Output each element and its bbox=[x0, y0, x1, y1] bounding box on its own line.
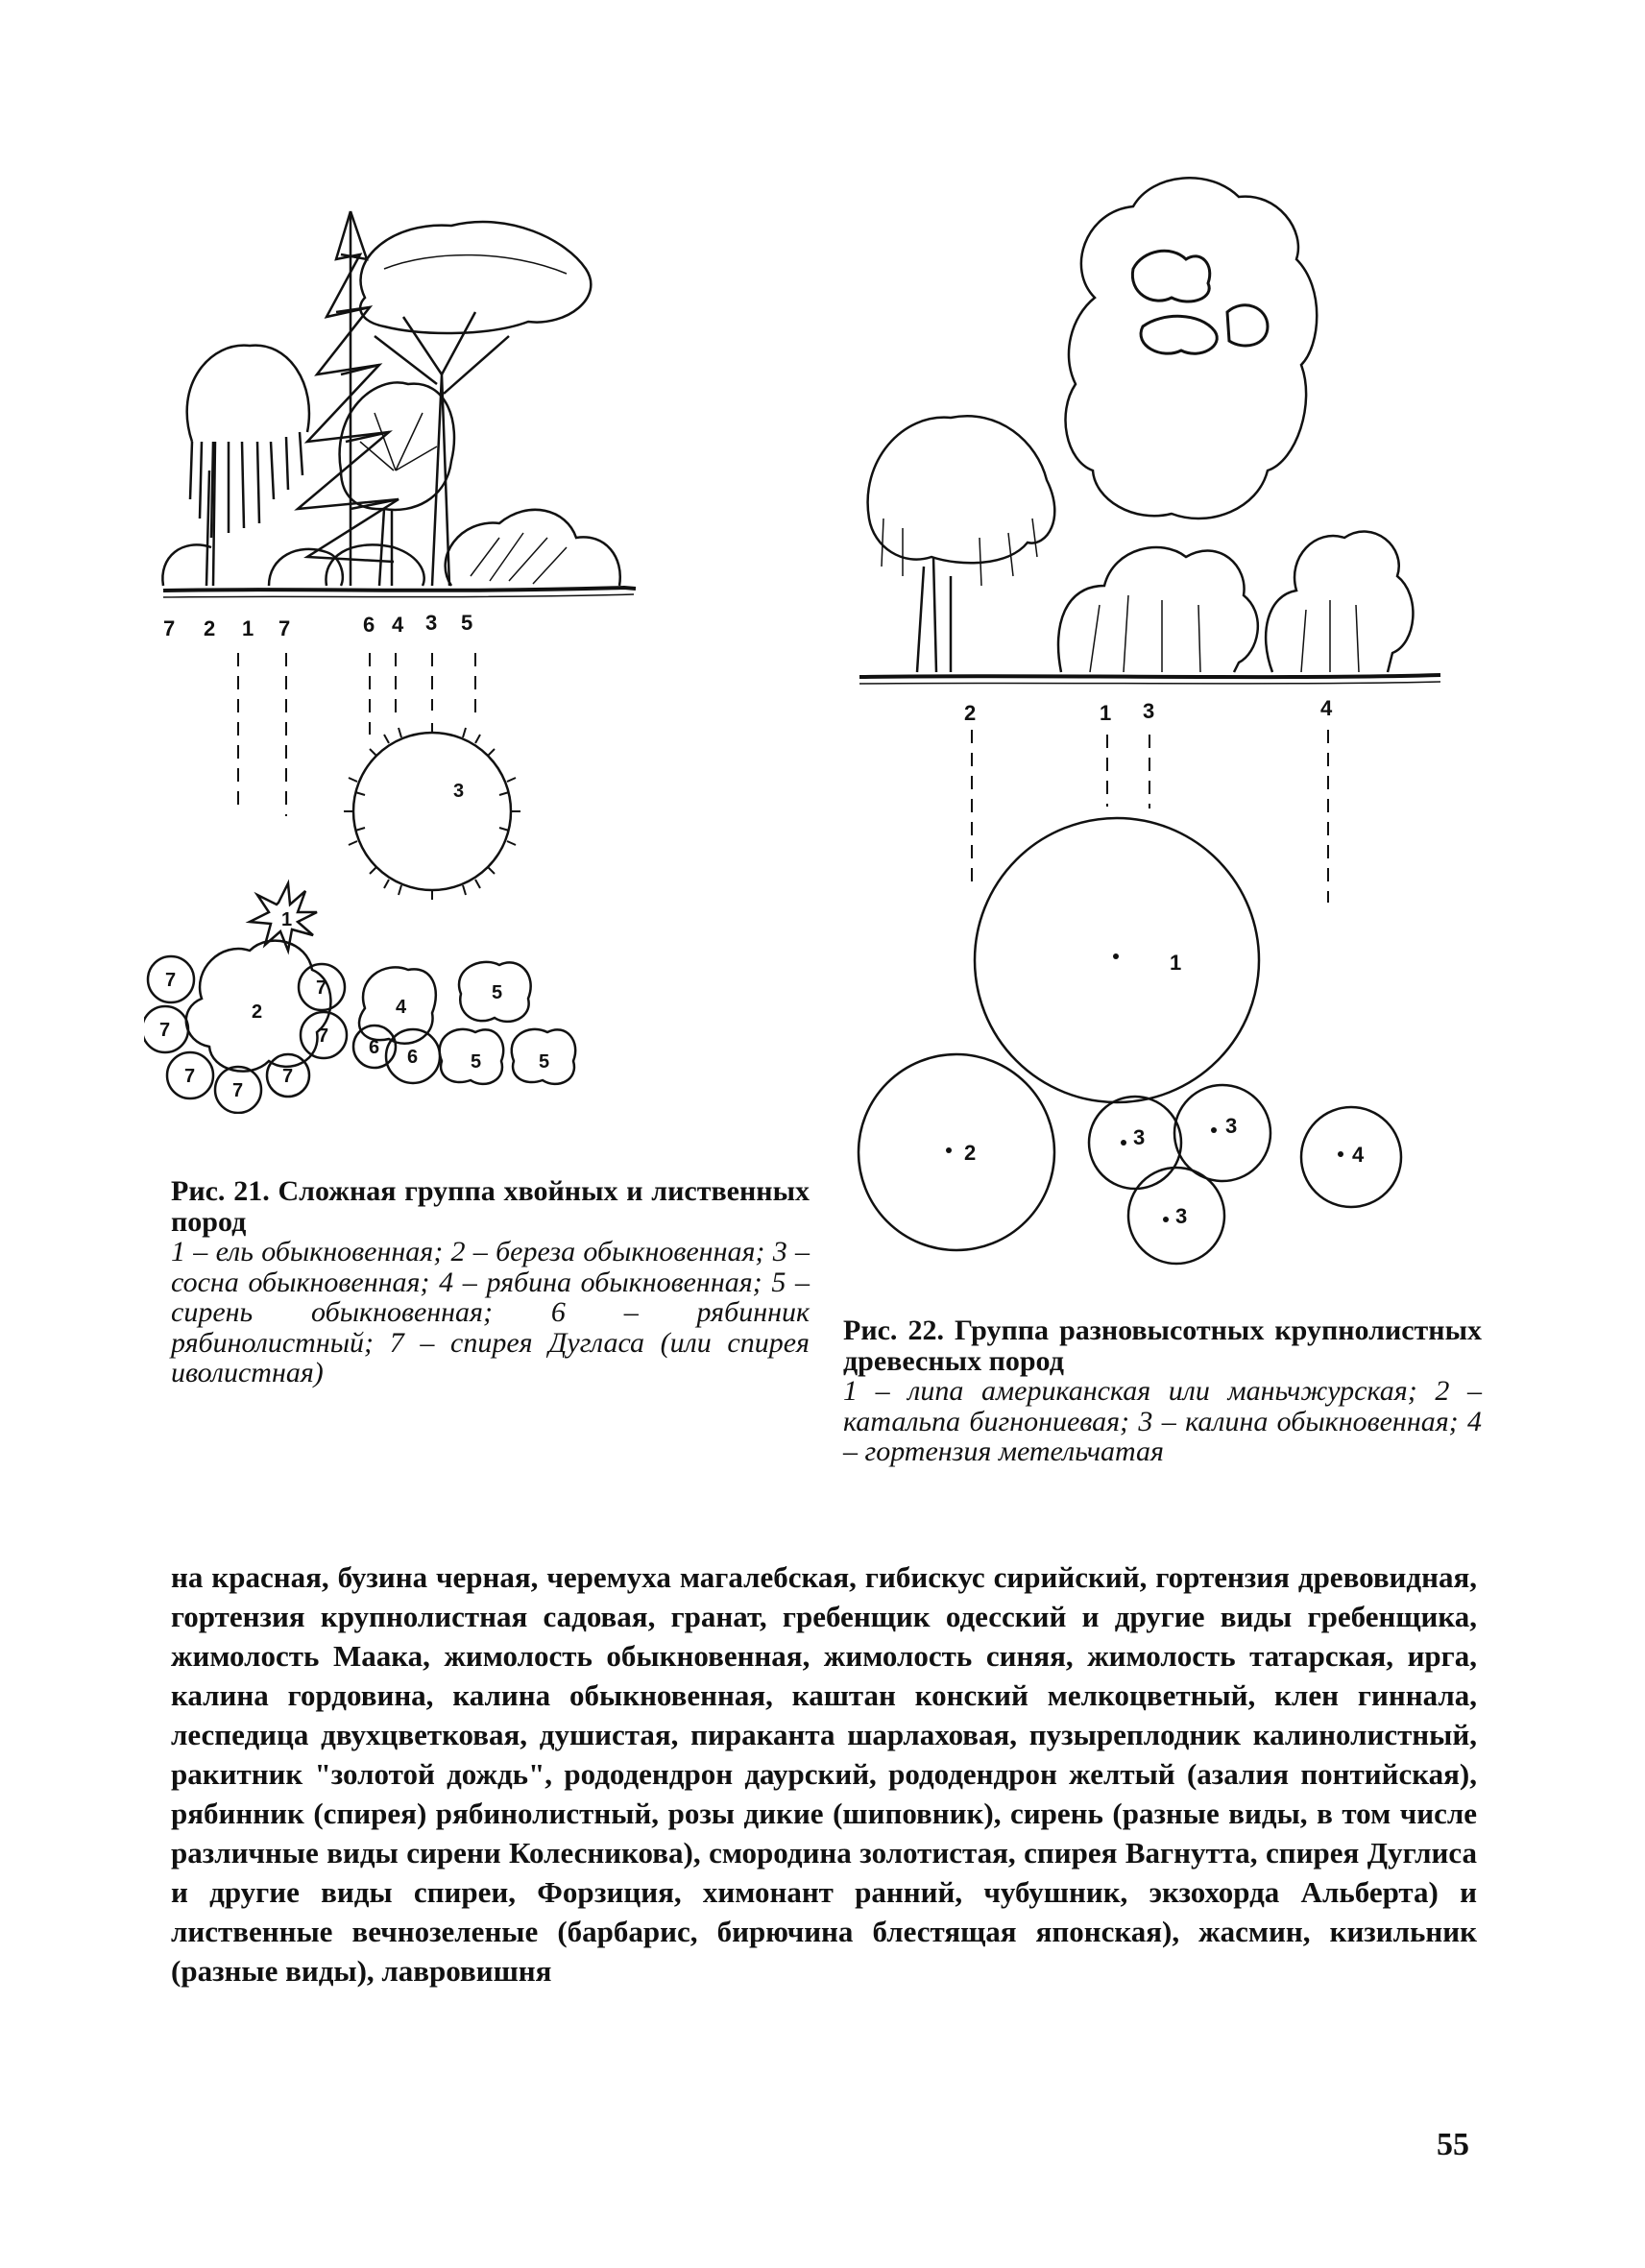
tree-label: 4 bbox=[1320, 696, 1333, 720]
figure-21-caption bbox=[171, 1176, 810, 1388]
pine-tree-drawing bbox=[360, 222, 591, 586]
catalpa-crown-plan bbox=[859, 1054, 1054, 1250]
spirea-shrub-drawing bbox=[162, 544, 423, 586]
tree-label: 2 bbox=[964, 701, 977, 725]
viburnum-shrub-drawing bbox=[1058, 547, 1258, 672]
plan-label-spirea: 7 bbox=[159, 1020, 171, 1041]
linden-crown-plan bbox=[975, 818, 1259, 1102]
plan-label-fieldfare: 6 bbox=[369, 1037, 380, 1058]
figure-21-illustration bbox=[144, 154, 816, 1114]
plan-label-spruce: 1 bbox=[281, 909, 293, 930]
tree-label: 7 bbox=[163, 616, 176, 640]
figure-22-caption bbox=[843, 1315, 1482, 1467]
plan-label-fieldfare: 6 bbox=[407, 1047, 419, 1068]
plan-label-spirea: 7 bbox=[316, 977, 327, 999]
ground-line bbox=[859, 675, 1440, 677]
tree-label: 3 bbox=[425, 611, 438, 635]
hydrangea-shrub-drawing bbox=[1266, 532, 1413, 672]
plan-label-viburnum: 3 bbox=[1225, 1114, 1238, 1138]
lilac-shrub-drawing bbox=[446, 510, 620, 586]
catalpa-tree-drawing bbox=[868, 416, 1055, 672]
plan-label-rowan: 4 bbox=[396, 997, 407, 1018]
tree-label: 4 bbox=[392, 613, 404, 637]
plan-label-lilac: 5 bbox=[471, 1051, 482, 1073]
projection-lines bbox=[972, 730, 1328, 903]
plan-label-spirea: 7 bbox=[318, 1025, 329, 1047]
figure-21-caption-title: Рис. 21. Сложная группа хвойных и лиственных пород bbox=[171, 1175, 810, 1238]
plan-label-spirea: 7 bbox=[184, 1066, 196, 1087]
hydrangea-crown-plan bbox=[1301, 1107, 1401, 1207]
figure-22-caption-legend: 1 – липа американская или маньчжурская; 2 – катальпа бигнониевая; 3 – калина обыкновенная; 4 – гортензия метельчатая bbox=[843, 1375, 1482, 1467]
plan-label-pine: 3 bbox=[453, 781, 465, 802]
tree-label: 3 bbox=[1143, 699, 1155, 723]
plan-label-lilac: 5 bbox=[492, 982, 503, 1003]
plan-label-spirea: 7 bbox=[282, 1066, 294, 1087]
plan-label-viburnum: 3 bbox=[1133, 1125, 1146, 1149]
plan-label-birch: 2 bbox=[252, 1001, 263, 1023]
tree-label: 1 bbox=[1100, 701, 1112, 725]
viburnum-crown-plan-b bbox=[1174, 1085, 1270, 1181]
tree-label: 1 bbox=[242, 616, 254, 640]
pine-crown-plan bbox=[344, 723, 520, 900]
tree-label: 7 bbox=[278, 616, 291, 640]
plan-label-viburnum: 3 bbox=[1175, 1204, 1188, 1228]
plan-label-lilac: 5 bbox=[539, 1051, 550, 1073]
birch-tree-drawing bbox=[187, 346, 309, 586]
tree-label: 5 bbox=[461, 611, 473, 635]
plan-label-spirea: 7 bbox=[165, 970, 177, 991]
body-paragraph: на красная, бузина черная, черемуха магалебская, гибискус сирийский, гортензия древовидная, гортензия крупнолистная садовая, гранат, гребенщик одесский и другие виды гребенщика, жимолость Маака, жимолость обыкновенная, жимолость синяя, жимолость татарская, ирга, калина гордовина, калина обыкновенная, каштан конский мелкоцветный, клен гиннала, леспедица двухцветковая, душистая, пираканта шарлаховая, пузыреплодник калинолистный, ракитник "золотой дождь", рододендрон даурский, рододендрон желтый (азалия понтийская), рябинник (спирея) рябинолистный, розы дикие (шиповник), сирень (разные виды, в том числе различные виды сирени Колесникова), смородина золотистая, спирея Вагнутта, спирея Дуглиса и другие виды спиреи, Форзиция, химонант ранний, чубушник, экзохорда Альберта) и лиственные вечнозеленые (барбарис, бирючина блестящая японская), жасмин, кизильник (разные виды), лавровишня bbox=[171, 1560, 1477, 1988]
figure-22-illustration bbox=[845, 154, 1517, 1306]
plan-label-spirea: 7 bbox=[232, 1080, 244, 1101]
ground-line bbox=[163, 588, 636, 591]
figure-21-caption-legend: 1 – ель обыкновенная; 2 – береза обыкновенная; 3 – сосна обыкновенная; 4 – рябина обыкновенная; 5 – сирень обыкновенная; 6 – рябинник рябинолистный; 7 – спирея Дугласа (или спирея иволистная) bbox=[171, 1236, 810, 1388]
page-number: 55 bbox=[1437, 2127, 1469, 2162]
linden-tree-drawing bbox=[1066, 178, 1318, 519]
figure-22-caption-title: Рис. 22. Группа разновысотных крупнолистных древесных пород bbox=[843, 1315, 1482, 1377]
plan-label-hydrangea: 4 bbox=[1352, 1143, 1365, 1167]
tree-label: 6 bbox=[363, 613, 375, 637]
tree-label: 2 bbox=[204, 616, 216, 640]
plan-label-catalpa: 2 bbox=[964, 1141, 977, 1165]
plan-label-linden: 1 bbox=[1170, 951, 1182, 975]
